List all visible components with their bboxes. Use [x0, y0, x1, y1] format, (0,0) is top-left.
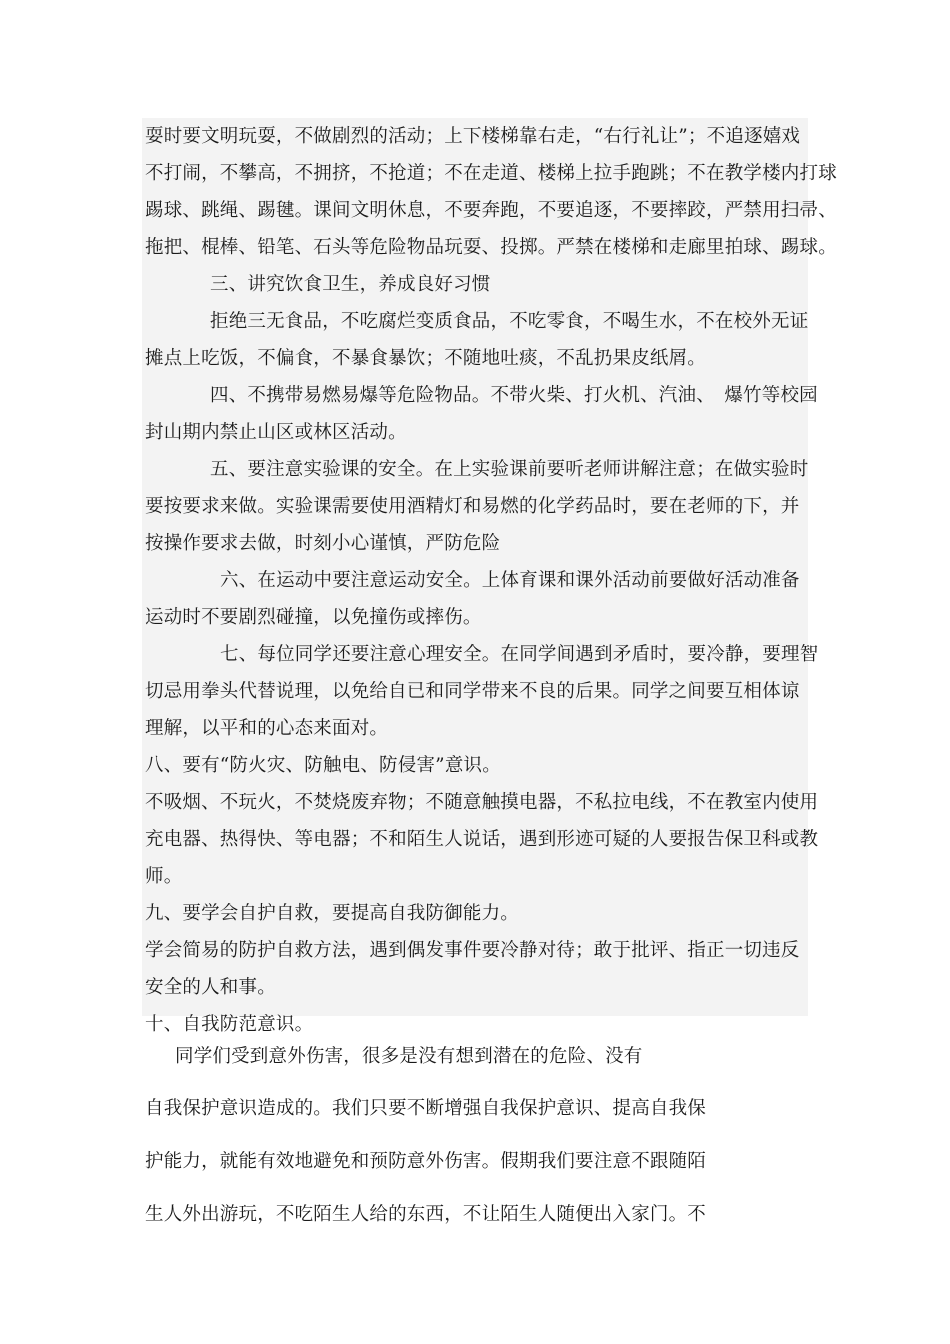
paragraph-line: 同学们受到意外伤害，很多是没有想到潜在的危险、没有 — [175, 1046, 643, 1067]
text-line: 封山期内禁止山区或林区活动。 — [145, 422, 407, 443]
section-heading: 五、要注意实验课的安全。在上实验课前要听老师讲解注意；在做实验时 — [210, 459, 809, 480]
section-heading: 十、自我防范意识。 — [145, 1014, 314, 1035]
text-line: 安全的人和事。 — [145, 977, 276, 998]
text-line: 充电器、热得快、等电器；不和陌生人说话，遇到形迹可疑的人要报告保卫科或教 — [145, 829, 819, 850]
paragraph-line: 护能力，就能有效地避免和预防意外伤害。假期我们要注意不跟随陌 — [145, 1151, 707, 1172]
text-line: 师。 — [145, 866, 183, 887]
text-line: 按操作要求去做，时刻小心谨慎，严防危险 — [145, 533, 501, 554]
section-heading: 七、每位同学还要注意心理安全。在同学间遇到矛盾时，要冷静，要理智 — [220, 644, 819, 665]
text-line: 切忌用拳头代替说理，以免给自已和同学带来不良的后果。同学之间要互相体谅 — [145, 681, 800, 702]
text-line: 要按要求来做。实验课需要使用酒精灯和易燃的化学药品时，要在老师的下，并 — [145, 496, 800, 517]
text-line: 运动时不要剧烈碰撞，以免撞伤或摔伤。 — [145, 607, 482, 628]
text-line: 理解，以平和的心态来面对。 — [145, 718, 389, 739]
section-heading: 九、要学会自护自救，要提高自我防御能力。 — [145, 903, 520, 924]
text-line: 踢球、跳绳、踢毽。课间文明休息，不要奔跑，不要追逐，不要摔跤，严禁用扫帚、 — [145, 200, 837, 221]
text-line: 拖把、棍棒、铅笔、石头等危险物品玩耍、投掷。严禁在楼梯和走廊里拍球、踢球。 — [145, 237, 837, 258]
section-heading: 八、要有“防火灾、防触电、防侵害”意识。 — [145, 755, 501, 776]
text-line: 学会简易的防护自救方法，遇到偶发事件要冷静对待；敢于批评、指正一切违反 — [145, 940, 800, 961]
text-line: 摊点上吃饭，不偏食，不暴食暴饮；不随地吐痰，不乱扔果皮纸屑。 — [145, 348, 707, 369]
section-heading: 三、讲究饮食卫生，养成良好习惯 — [210, 274, 491, 295]
text-line: 不打闹，不攀高，不拥挤，不抢道；不在走道、楼梯上拉手跑跳；不在教学楼内打球 — [145, 163, 837, 184]
text-line: 不吸烟、不玩火，不焚烧废弃物；不随意触摸电器，不私拉电线，不在教室内使用 — [145, 792, 819, 813]
text-line: 拒绝三无食品，不吃腐烂变质食品，不吃零食，不喝生水，不在校外无证 — [210, 311, 809, 332]
section-heading: 六、在运动中要注意运动安全。上体育课和课外活动前要做好活动准备 — [220, 570, 800, 591]
paragraph-line: 自我保护意识造成的。我们只要不断增强自我保护意识、提高自我保 — [145, 1098, 707, 1119]
paragraph-line: 生人外出游玩，不吃陌生人给的东西，不让陌生人随便出入家门。不 — [145, 1204, 707, 1225]
section-heading: 四、不携带易燃易爆等危险物品。不带火柴、打火机、汽油、 爆竹等校园 — [210, 385, 818, 406]
text-line: 耍时要文明玩耍，不做剧烈的活动；上下楼梯靠右走，“右行礼让”；不追逐嬉戏 — [145, 126, 801, 147]
